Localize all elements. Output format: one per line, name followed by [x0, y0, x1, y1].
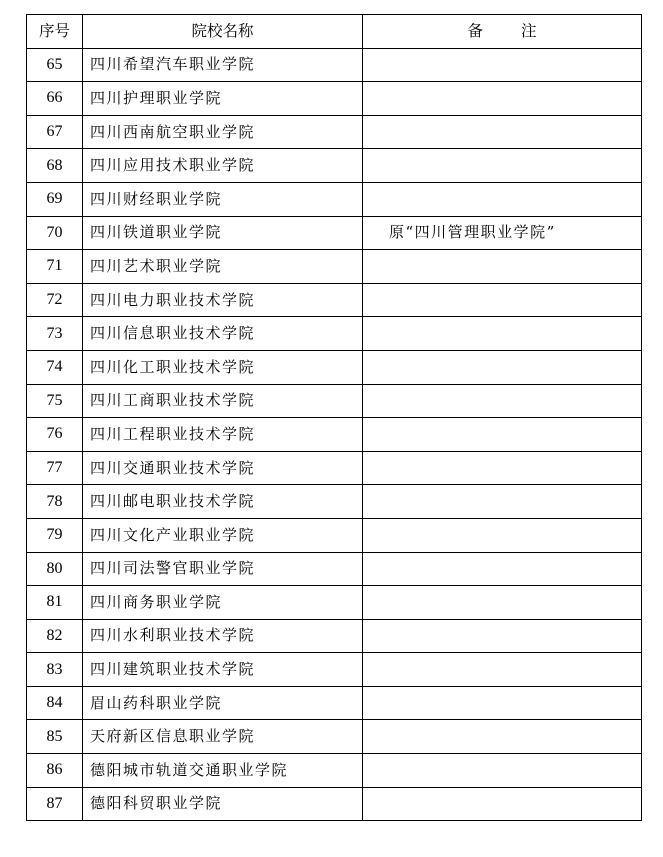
cell-name: 德阳科贸职业学院	[83, 787, 363, 821]
cell-name: 四川化工职业技术学院	[83, 350, 363, 384]
cell-note	[363, 686, 642, 720]
cell-note: 原“四川管理职业学院”	[363, 216, 642, 250]
cell-no: 67	[27, 115, 83, 149]
cell-note	[363, 552, 642, 586]
cell-name: 四川商务职业学院	[83, 586, 363, 620]
cell-no: 81	[27, 586, 83, 620]
cell-no: 70	[27, 216, 83, 250]
table-row	[27, 619, 642, 653]
cell-note	[363, 182, 642, 216]
table-row	[27, 48, 642, 82]
cell-note	[363, 48, 642, 82]
cell-note	[363, 518, 642, 552]
cell-no: 87	[27, 787, 83, 821]
cell-note	[363, 451, 642, 485]
cell-no: 78	[27, 485, 83, 519]
cell-no: 80	[27, 552, 83, 586]
cell-note	[363, 115, 642, 149]
header-note-right: 注	[521, 21, 537, 40]
table-row	[27, 451, 642, 485]
cell-note	[363, 317, 642, 351]
table-row	[27, 720, 642, 754]
cell-name: 四川司法警官职业学院	[83, 552, 363, 586]
table-row	[27, 82, 642, 116]
cell-name: 四川电力职业技术学院	[83, 283, 363, 317]
cell-no: 76	[27, 418, 83, 452]
table-row	[27, 552, 642, 586]
cell-note	[363, 787, 642, 821]
header-name: 院校名称	[83, 15, 363, 49]
cell-no: 85	[27, 720, 83, 754]
cell-note	[363, 619, 642, 653]
table-row	[27, 350, 642, 384]
table-row	[27, 485, 642, 519]
cell-no: 68	[27, 149, 83, 183]
table-row	[27, 115, 642, 149]
table-row	[27, 384, 642, 418]
cell-no: 74	[27, 350, 83, 384]
table-header	[27, 15, 642, 49]
table-row	[27, 418, 642, 452]
cell-name: 四川财经职业学院	[83, 182, 363, 216]
table-row	[27, 787, 642, 821]
cell-no: 77	[27, 451, 83, 485]
cell-name: 四川文化产业职业学院	[83, 518, 363, 552]
cell-note	[363, 485, 642, 519]
cell-name: 德阳城市轨道交通职业学院	[83, 754, 363, 788]
cell-no: 79	[27, 518, 83, 552]
cell-note	[363, 586, 642, 620]
table-row	[27, 653, 642, 687]
table-row	[27, 754, 642, 788]
header-note-left: 备	[467, 21, 483, 40]
table-body	[27, 48, 642, 821]
cell-note	[363, 653, 642, 687]
table-row	[27, 317, 642, 351]
cell-name: 四川艺术职业学院	[83, 250, 363, 284]
cell-name: 天府新区信息职业学院	[83, 720, 363, 754]
cell-no: 84	[27, 686, 83, 720]
table-row	[27, 216, 642, 250]
cell-note	[363, 250, 642, 284]
cell-name: 四川邮电职业技术学院	[83, 485, 363, 519]
table-row	[27, 686, 642, 720]
cell-no: 66	[27, 82, 83, 116]
cell-note	[363, 350, 642, 384]
table-row	[27, 283, 642, 317]
cell-name: 四川护理职业学院	[83, 82, 363, 116]
cell-note	[363, 418, 642, 452]
cell-no: 69	[27, 182, 83, 216]
cell-no: 83	[27, 653, 83, 687]
table-row	[27, 149, 642, 183]
cell-no: 65	[27, 48, 83, 82]
cell-name: 四川应用技术职业学院	[83, 149, 363, 183]
header-note	[363, 15, 642, 49]
cell-name: 四川水利职业技术学院	[83, 619, 363, 653]
cell-no: 86	[27, 754, 83, 788]
cell-name: 眉山药科职业学院	[83, 686, 363, 720]
cell-note	[363, 82, 642, 116]
cell-name: 四川建筑职业技术学院	[83, 653, 363, 687]
table-row	[27, 518, 642, 552]
cell-name: 四川工程职业技术学院	[83, 418, 363, 452]
cell-name: 四川铁道职业学院	[83, 216, 363, 250]
cell-name: 四川希望汽车职业学院	[83, 48, 363, 82]
cell-no: 71	[27, 250, 83, 284]
college-table	[26, 14, 642, 821]
cell-name: 四川交通职业技术学院	[83, 451, 363, 485]
table-row	[27, 586, 642, 620]
cell-no: 73	[27, 317, 83, 351]
cell-note	[363, 149, 642, 183]
header-no: 序号	[27, 15, 83, 49]
cell-name: 四川信息职业技术学院	[83, 317, 363, 351]
cell-note	[363, 754, 642, 788]
cell-no: 82	[27, 619, 83, 653]
header-row	[27, 15, 642, 49]
cell-no: 72	[27, 283, 83, 317]
cell-name: 四川工商职业技术学院	[83, 384, 363, 418]
cell-name: 四川西南航空职业学院	[83, 115, 363, 149]
cell-note	[363, 720, 642, 754]
table-row	[27, 182, 642, 216]
cell-note	[363, 283, 642, 317]
cell-no: 75	[27, 384, 83, 418]
table-row	[27, 250, 642, 284]
cell-note	[363, 384, 642, 418]
